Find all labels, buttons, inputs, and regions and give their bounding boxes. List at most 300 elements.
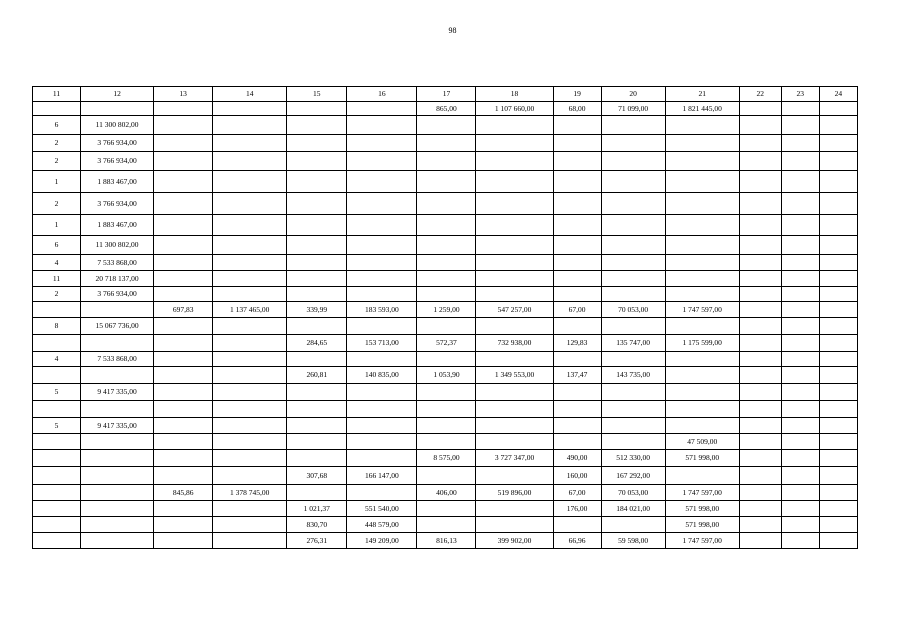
header-row — [33, 87, 858, 102]
table-cell — [819, 352, 857, 367]
table-cell — [81, 302, 154, 318]
table-cell — [154, 135, 213, 152]
table-cell — [819, 271, 857, 287]
table-cell: 4 — [33, 352, 81, 367]
table-cell: 399 902,00 — [476, 533, 553, 549]
table-cell — [601, 255, 665, 271]
table-cell — [601, 193, 665, 215]
table-cell: 20 718 137,00 — [81, 271, 154, 287]
table-row — [33, 418, 858, 434]
table-cell — [601, 418, 665, 434]
table-cell — [347, 485, 417, 501]
table-cell — [417, 501, 476, 517]
table-cell — [33, 434, 81, 450]
table-cell — [154, 467, 213, 485]
table-cell: 1 259,00 — [417, 302, 476, 318]
table-cell: 2 — [33, 135, 81, 152]
table-cell — [81, 335, 154, 352]
table-cell — [553, 401, 601, 418]
table-cell — [287, 352, 347, 367]
table-row — [33, 255, 858, 271]
table-row — [33, 517, 858, 533]
table-cell — [553, 215, 601, 236]
table-cell — [739, 302, 781, 318]
table-cell — [553, 171, 601, 193]
table-row — [33, 318, 858, 335]
table-cell — [347, 215, 417, 236]
table-row — [33, 467, 858, 485]
table-cell — [819, 450, 857, 467]
table-cell: 2 — [33, 193, 81, 215]
table-cell — [781, 135, 819, 152]
table-cell — [154, 418, 213, 434]
table-row — [33, 287, 858, 302]
table-cell — [819, 485, 857, 501]
table-cell — [819, 335, 857, 352]
table-cell: 153 713,00 — [347, 335, 417, 352]
table-cell — [154, 255, 213, 271]
table-cell — [347, 236, 417, 255]
table-cell — [287, 171, 347, 193]
table-cell — [553, 193, 601, 215]
table-cell — [347, 318, 417, 335]
table-cell: 845,86 — [154, 485, 213, 501]
table-cell — [33, 467, 81, 485]
table-cell — [213, 352, 287, 367]
table-body — [33, 102, 858, 549]
table-cell — [287, 485, 347, 501]
table-cell — [819, 287, 857, 302]
table-cell — [33, 401, 81, 418]
table-cell — [33, 485, 81, 501]
table-cell: 59 598,00 — [601, 533, 665, 549]
table-cell — [553, 318, 601, 335]
table-cell — [287, 236, 347, 255]
column-header: 22 — [739, 87, 781, 102]
table-cell: 1 107 660,00 — [476, 102, 553, 116]
table-cell: 816,13 — [417, 533, 476, 549]
table-cell — [739, 171, 781, 193]
table-cell — [601, 215, 665, 236]
table-cell — [154, 384, 213, 401]
table-cell: 1 883 467,00 — [81, 171, 154, 193]
table-cell: 1 349 553,00 — [476, 367, 553, 384]
table-cell — [33, 302, 81, 318]
table-cell — [781, 215, 819, 236]
table-cell — [417, 236, 476, 255]
table-cell: 184 021,00 — [601, 501, 665, 517]
table-cell — [476, 401, 553, 418]
table-cell — [287, 116, 347, 135]
table-cell: 140 835,00 — [347, 367, 417, 384]
table-cell — [347, 384, 417, 401]
table-cell: 149 209,00 — [347, 533, 417, 549]
table-cell — [476, 215, 553, 236]
table-cell — [739, 485, 781, 501]
table-cell — [476, 236, 553, 255]
table-cell — [476, 467, 553, 485]
table-cell — [819, 401, 857, 418]
table-row — [33, 135, 858, 152]
table-cell — [819, 171, 857, 193]
table-row — [33, 501, 858, 517]
table-cell — [601, 135, 665, 152]
table-cell — [819, 135, 857, 152]
table-cell — [781, 236, 819, 255]
page-number: 98 — [448, 26, 457, 35]
table-cell — [81, 533, 154, 549]
table-cell — [213, 418, 287, 434]
table-cell — [665, 215, 739, 236]
table-cell — [601, 271, 665, 287]
table-cell — [287, 418, 347, 434]
table-cell — [665, 236, 739, 255]
table-cell — [553, 352, 601, 367]
table-cell — [739, 135, 781, 152]
table-cell: 9 417 335,00 — [81, 384, 154, 401]
table-cell — [819, 501, 857, 517]
table-cell: 448 579,00 — [347, 517, 417, 533]
table-cell — [781, 287, 819, 302]
table-cell — [476, 352, 553, 367]
table-cell — [476, 171, 553, 193]
table-cell: 1 — [33, 171, 81, 193]
table-cell: 5 — [33, 384, 81, 401]
table-cell — [154, 434, 213, 450]
table-cell — [553, 236, 601, 255]
table-cell — [476, 384, 553, 401]
table-cell — [739, 116, 781, 135]
table-cell — [213, 517, 287, 533]
table-cell: 547 257,00 — [476, 302, 553, 318]
table-cell — [81, 485, 154, 501]
table-cell: 6 — [33, 116, 81, 135]
table-cell: 70 053,00 — [601, 485, 665, 501]
table-cell — [213, 401, 287, 418]
table-cell — [476, 501, 553, 517]
table-cell — [665, 418, 739, 434]
table-cell: 1 021,37 — [287, 501, 347, 517]
table-cell — [739, 501, 781, 517]
table-cell — [154, 102, 213, 116]
table-cell — [739, 287, 781, 302]
table-cell: 71 099,00 — [601, 102, 665, 116]
table-row — [33, 335, 858, 352]
table-cell: 2 — [33, 152, 81, 171]
table-cell — [154, 287, 213, 302]
table-cell — [781, 302, 819, 318]
table-cell — [347, 434, 417, 450]
table-cell — [213, 116, 287, 135]
table-cell — [781, 401, 819, 418]
table-cell — [739, 193, 781, 215]
table-cell — [739, 517, 781, 533]
table-cell: 830,70 — [287, 517, 347, 533]
table-cell: 276,31 — [287, 533, 347, 549]
table-cell: 129,83 — [553, 335, 601, 352]
table-cell — [81, 434, 154, 450]
table-cell — [213, 533, 287, 549]
table-cell — [739, 367, 781, 384]
table-cell — [601, 287, 665, 302]
table-cell — [601, 152, 665, 171]
table-cell — [213, 367, 287, 384]
table-cell — [781, 367, 819, 384]
table-cell: 1 747 597,00 — [665, 533, 739, 549]
table-cell: 11 — [33, 271, 81, 287]
table-cell — [154, 215, 213, 236]
table-cell — [33, 533, 81, 549]
table-cell — [739, 401, 781, 418]
table-cell — [154, 517, 213, 533]
table-cell — [417, 255, 476, 271]
table-cell — [154, 367, 213, 384]
table-cell — [819, 116, 857, 135]
table-cell — [81, 517, 154, 533]
table-cell — [287, 318, 347, 335]
table-cell — [781, 450, 819, 467]
table-row — [33, 171, 858, 193]
column-header: 12 — [81, 87, 154, 102]
table-cell: 1 883 467,00 — [81, 215, 154, 236]
table-cell — [213, 450, 287, 467]
table-cell — [287, 152, 347, 171]
table-cell: 9 417 335,00 — [81, 418, 154, 434]
table-cell: 1 137 465,00 — [213, 302, 287, 318]
table-cell — [287, 135, 347, 152]
table-cell — [739, 467, 781, 485]
table-cell: 3 766 934,00 — [81, 135, 154, 152]
table-cell — [213, 318, 287, 335]
table-cell: 519 896,00 — [476, 485, 553, 501]
table-cell — [819, 102, 857, 116]
table-cell — [553, 287, 601, 302]
table-cell — [213, 236, 287, 255]
table-cell — [476, 418, 553, 434]
table-cell — [213, 271, 287, 287]
table-row — [33, 434, 858, 450]
table-cell — [33, 102, 81, 116]
table-cell — [601, 517, 665, 533]
table-cell — [819, 434, 857, 450]
table-cell — [154, 271, 213, 287]
table-cell — [476, 271, 553, 287]
table-cell — [553, 152, 601, 171]
table-cell — [781, 352, 819, 367]
table-cell: 2 — [33, 287, 81, 302]
table-cell — [553, 255, 601, 271]
table-cell — [213, 335, 287, 352]
table-cell — [213, 193, 287, 215]
table-cell: 551 540,00 — [347, 501, 417, 517]
table-cell — [553, 271, 601, 287]
table-cell: 7 533 868,00 — [81, 255, 154, 271]
table-cell — [33, 517, 81, 533]
table-cell — [417, 384, 476, 401]
table-cell — [347, 352, 417, 367]
table-cell — [417, 352, 476, 367]
table-cell — [665, 352, 739, 367]
column-header: 11 — [33, 87, 81, 102]
table-cell — [213, 287, 287, 302]
column-header: 20 — [601, 87, 665, 102]
table-cell: 67,00 — [553, 485, 601, 501]
table-cell: 70 053,00 — [601, 302, 665, 318]
table-cell — [781, 318, 819, 335]
table-cell — [739, 434, 781, 450]
table-cell — [819, 367, 857, 384]
table-cell: 183 593,00 — [347, 302, 417, 318]
table-cell: 571 998,00 — [665, 517, 739, 533]
table-row — [33, 450, 858, 467]
table-cell — [154, 501, 213, 517]
table-row — [33, 236, 858, 255]
table-cell — [417, 271, 476, 287]
table-cell: 135 747,00 — [601, 335, 665, 352]
table-cell — [781, 171, 819, 193]
table-cell: 67,00 — [553, 302, 601, 318]
table-cell — [417, 517, 476, 533]
table-cell — [287, 287, 347, 302]
table-cell — [601, 384, 665, 401]
table-cell: 3 766 934,00 — [81, 152, 154, 171]
table-cell — [739, 255, 781, 271]
table-cell — [739, 418, 781, 434]
table-cell — [417, 215, 476, 236]
table-cell — [739, 450, 781, 467]
table-cell: 3 727 347,00 — [476, 450, 553, 467]
table-cell — [819, 318, 857, 335]
table-cell — [81, 367, 154, 384]
table-cell — [476, 193, 553, 215]
table-cell: 307,68 — [287, 467, 347, 485]
data-table — [32, 86, 858, 549]
table-cell — [553, 418, 601, 434]
table-cell — [417, 152, 476, 171]
table-cell — [417, 116, 476, 135]
table-cell: 143 735,00 — [601, 367, 665, 384]
table-cell — [33, 450, 81, 467]
table-cell — [287, 384, 347, 401]
table-cell — [213, 255, 287, 271]
table-cell — [347, 271, 417, 287]
table-cell — [476, 152, 553, 171]
table-cell — [819, 236, 857, 255]
table-cell: 1 053,90 — [417, 367, 476, 384]
table-cell — [213, 467, 287, 485]
table-cell — [287, 450, 347, 467]
table-cell — [347, 418, 417, 434]
table-cell — [781, 384, 819, 401]
table-cell: 11 300 802,00 — [81, 236, 154, 255]
table-cell — [287, 215, 347, 236]
table-cell — [781, 485, 819, 501]
table-cell: 284,65 — [287, 335, 347, 352]
table-cell — [81, 450, 154, 467]
table-cell — [81, 102, 154, 116]
table-cell — [819, 517, 857, 533]
table-row — [33, 193, 858, 215]
table-cell — [819, 255, 857, 271]
table-cell — [417, 287, 476, 302]
column-header: 15 — [287, 87, 347, 102]
table-cell — [417, 193, 476, 215]
table-cell — [347, 152, 417, 171]
table-cell — [347, 102, 417, 116]
table-cell — [347, 135, 417, 152]
column-header: 18 — [476, 87, 553, 102]
table-cell — [739, 152, 781, 171]
table-cell — [347, 255, 417, 271]
table-cell — [781, 517, 819, 533]
table-cell — [601, 116, 665, 135]
table-cell — [781, 533, 819, 549]
table-row — [33, 367, 858, 384]
table-cell — [665, 152, 739, 171]
table-cell: 1 — [33, 215, 81, 236]
table-cell — [417, 135, 476, 152]
table-cell — [819, 533, 857, 549]
table-cell — [601, 401, 665, 418]
table-cell — [601, 352, 665, 367]
table-cell — [417, 434, 476, 450]
table-cell — [347, 287, 417, 302]
table-cell — [213, 434, 287, 450]
table-cell — [739, 352, 781, 367]
table-cell — [417, 418, 476, 434]
table-cell — [665, 401, 739, 418]
table-row — [33, 302, 858, 318]
table-cell — [154, 401, 213, 418]
table-cell — [81, 401, 154, 418]
table-cell — [287, 193, 347, 215]
table-cell — [476, 135, 553, 152]
table-cell — [33, 335, 81, 352]
table-cell: 68,00 — [553, 102, 601, 116]
table-cell — [781, 116, 819, 135]
table-cell — [213, 501, 287, 517]
table-cell — [553, 434, 601, 450]
table-cell: 3 766 934,00 — [81, 193, 154, 215]
table-cell — [81, 501, 154, 517]
table-cell — [739, 215, 781, 236]
table-cell: 5 — [33, 418, 81, 434]
table-cell: 11 300 802,00 — [81, 116, 154, 135]
column-header: 14 — [213, 87, 287, 102]
table-cell: 7 533 868,00 — [81, 352, 154, 367]
table-cell — [739, 335, 781, 352]
table-cell — [33, 501, 81, 517]
table-cell — [154, 171, 213, 193]
table-cell — [665, 193, 739, 215]
table-cell — [553, 135, 601, 152]
table-cell: 732 938,00 — [476, 335, 553, 352]
column-header: 13 — [154, 87, 213, 102]
table-cell — [553, 116, 601, 135]
table-cell — [476, 318, 553, 335]
table-cell — [781, 335, 819, 352]
table-cell — [154, 450, 213, 467]
table-cell — [287, 401, 347, 418]
table-cell — [601, 171, 665, 193]
column-header: 19 — [553, 87, 601, 102]
table-cell: 15 067 736,00 — [81, 318, 154, 335]
table-row — [33, 152, 858, 171]
table-cell — [665, 384, 739, 401]
table-cell: 137,47 — [553, 367, 601, 384]
table-cell: 1 747 597,00 — [665, 485, 739, 501]
table-cell: 1 378 745,00 — [213, 485, 287, 501]
